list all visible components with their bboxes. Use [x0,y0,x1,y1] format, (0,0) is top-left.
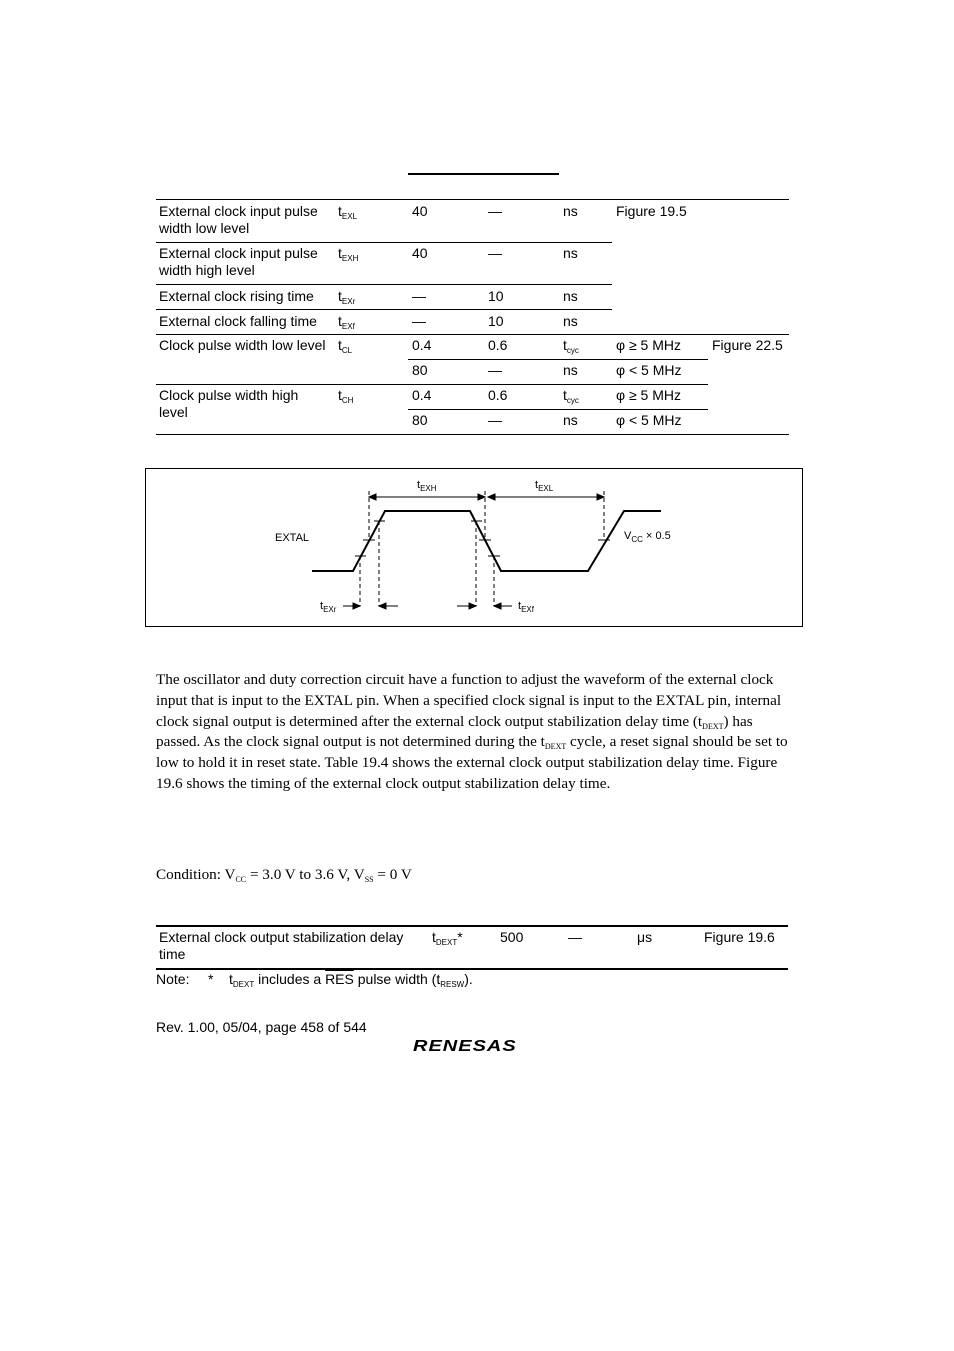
vcc-threshold-label: $V_{CC} \times 0.5$ [624,530,671,544]
table-cell-figure: Figure 22.5 [712,337,783,353]
table-cell-min: — [412,288,426,304]
table-cell-figure: Figure 19.5 [616,203,687,219]
table-cell-condition: φ ≥ 5 MHz [616,337,681,353]
table-cell-min: 0.4 [412,337,432,353]
table-rule [156,925,788,927]
table-cell-item: Clock pulse width high level [159,387,299,420]
extal-waveform [312,511,661,571]
condition-line: Condition: $V_{CC} = 3.0$ V to 3.6 V, $V_{SS} = 0$ V [156,866,412,884]
table-cell-symbol: $t_{CH}$ [338,387,354,405]
table-cell-max: — [488,412,502,428]
t-exf-label: $t_{EXf}$ [518,600,534,614]
table-cell-unit: $t_{cyc}$ [563,337,579,355]
table-cell-unit: ns [563,362,578,378]
table-cell-min: 80 [412,362,428,378]
table-cell-symbol: $t_{CL}$ [338,337,353,355]
table-cell-min: 0.4 [412,387,432,403]
table-cell-max: — [488,203,502,219]
t-exh-label: $t_{EXH}$ [417,479,437,493]
table-cell-unit: μs [637,929,653,945]
table-cell-item: External clock output stabilization delay time [159,929,404,962]
table-cell-item: External clock input pulse width low level [159,203,318,236]
table-cell-symbol: $t_{EXL}$ [338,203,358,221]
table-cell-max: 10 [488,288,504,304]
table-cell-max: 0.6 [488,387,508,403]
table-cell-symbol: $t_{EXH}$ [338,245,359,263]
t-exl-label: $t_{EXL}$ [535,479,554,493]
table-cell-min: 40 [412,245,428,261]
table-cell-item: External clock input pulse width high level [159,245,318,278]
table-cell-symbol: $t_{EXf}$ [338,313,355,331]
table-cell-max: — [568,929,582,945]
table-cell-condition: φ < 5 MHz [616,362,682,378]
table-cell-min: 80 [412,412,428,428]
note-text: $t_{DEXT}$ includes a $\overline{RES}$ pulse width $(t_{RESW})$. [229,971,473,989]
renesas-logo: RENESAS [413,1037,517,1055]
table-cell-condition: φ < 5 MHz [616,412,682,428]
table-cell-max: — [488,245,502,261]
table-cell-item: External clock falling time [159,313,317,329]
table-cell-max: 0.6 [488,337,508,353]
table-cell-condition: φ ≥ 5 MHz [616,387,681,403]
page-footer-revision: Rev. 1.00, 05/04, page 458 of 544 [156,1019,367,1035]
table-cell-max: — [488,362,502,378]
table-cell-unit: ns [563,412,578,428]
body-paragraph: The oscillator and duty correction circuit have a function to adjust the waveform of the external clock input that is input to the EXTAL pin. When a specified clock signal is input to the EXTAL pin, internal clock signal output is determined after the external clock output stabilization delay time $(t_{DEXT})$ has passed. As the clock signal output is not determined during the $t_{DEXT}$ cycle, a reset signal should be set to low to hold it in reset state. Table 19.4 shows the external clock output stabilization delay time. Figure 19.6 shows the timing of the external clock output stabilization delay time. [156,671,788,792]
table-cell-min: — [412,313,426,329]
t-exr-label: $t_{EXr}$ [320,600,337,614]
note-mark: * [208,971,214,987]
table-cell-min: 500 [500,929,524,945]
table-rule [156,968,788,970]
table-cell-figure: Figure 19.6 [704,929,775,945]
extal-label: EXTAL [275,532,310,544]
table-cell-unit: ns [563,203,578,219]
table-cell-symbol: $t_{DEXT}*$ [432,929,463,947]
table-cell-max: 10 [488,313,504,329]
table-cell-min: 40 [412,203,428,219]
table-cell-item: External clock rising time [159,288,314,304]
table-cell-unit: ns [563,288,578,304]
table-cell-unit: ns [563,245,578,261]
table-cell-item: Clock pulse width low level [159,337,326,353]
table-cell-symbol: $t_{EXr}$ [338,288,356,306]
table-cell-unit: $t_{cyc}$ [563,387,579,405]
note-label: Note: [156,971,190,987]
table-cell-unit: ns [563,313,578,329]
